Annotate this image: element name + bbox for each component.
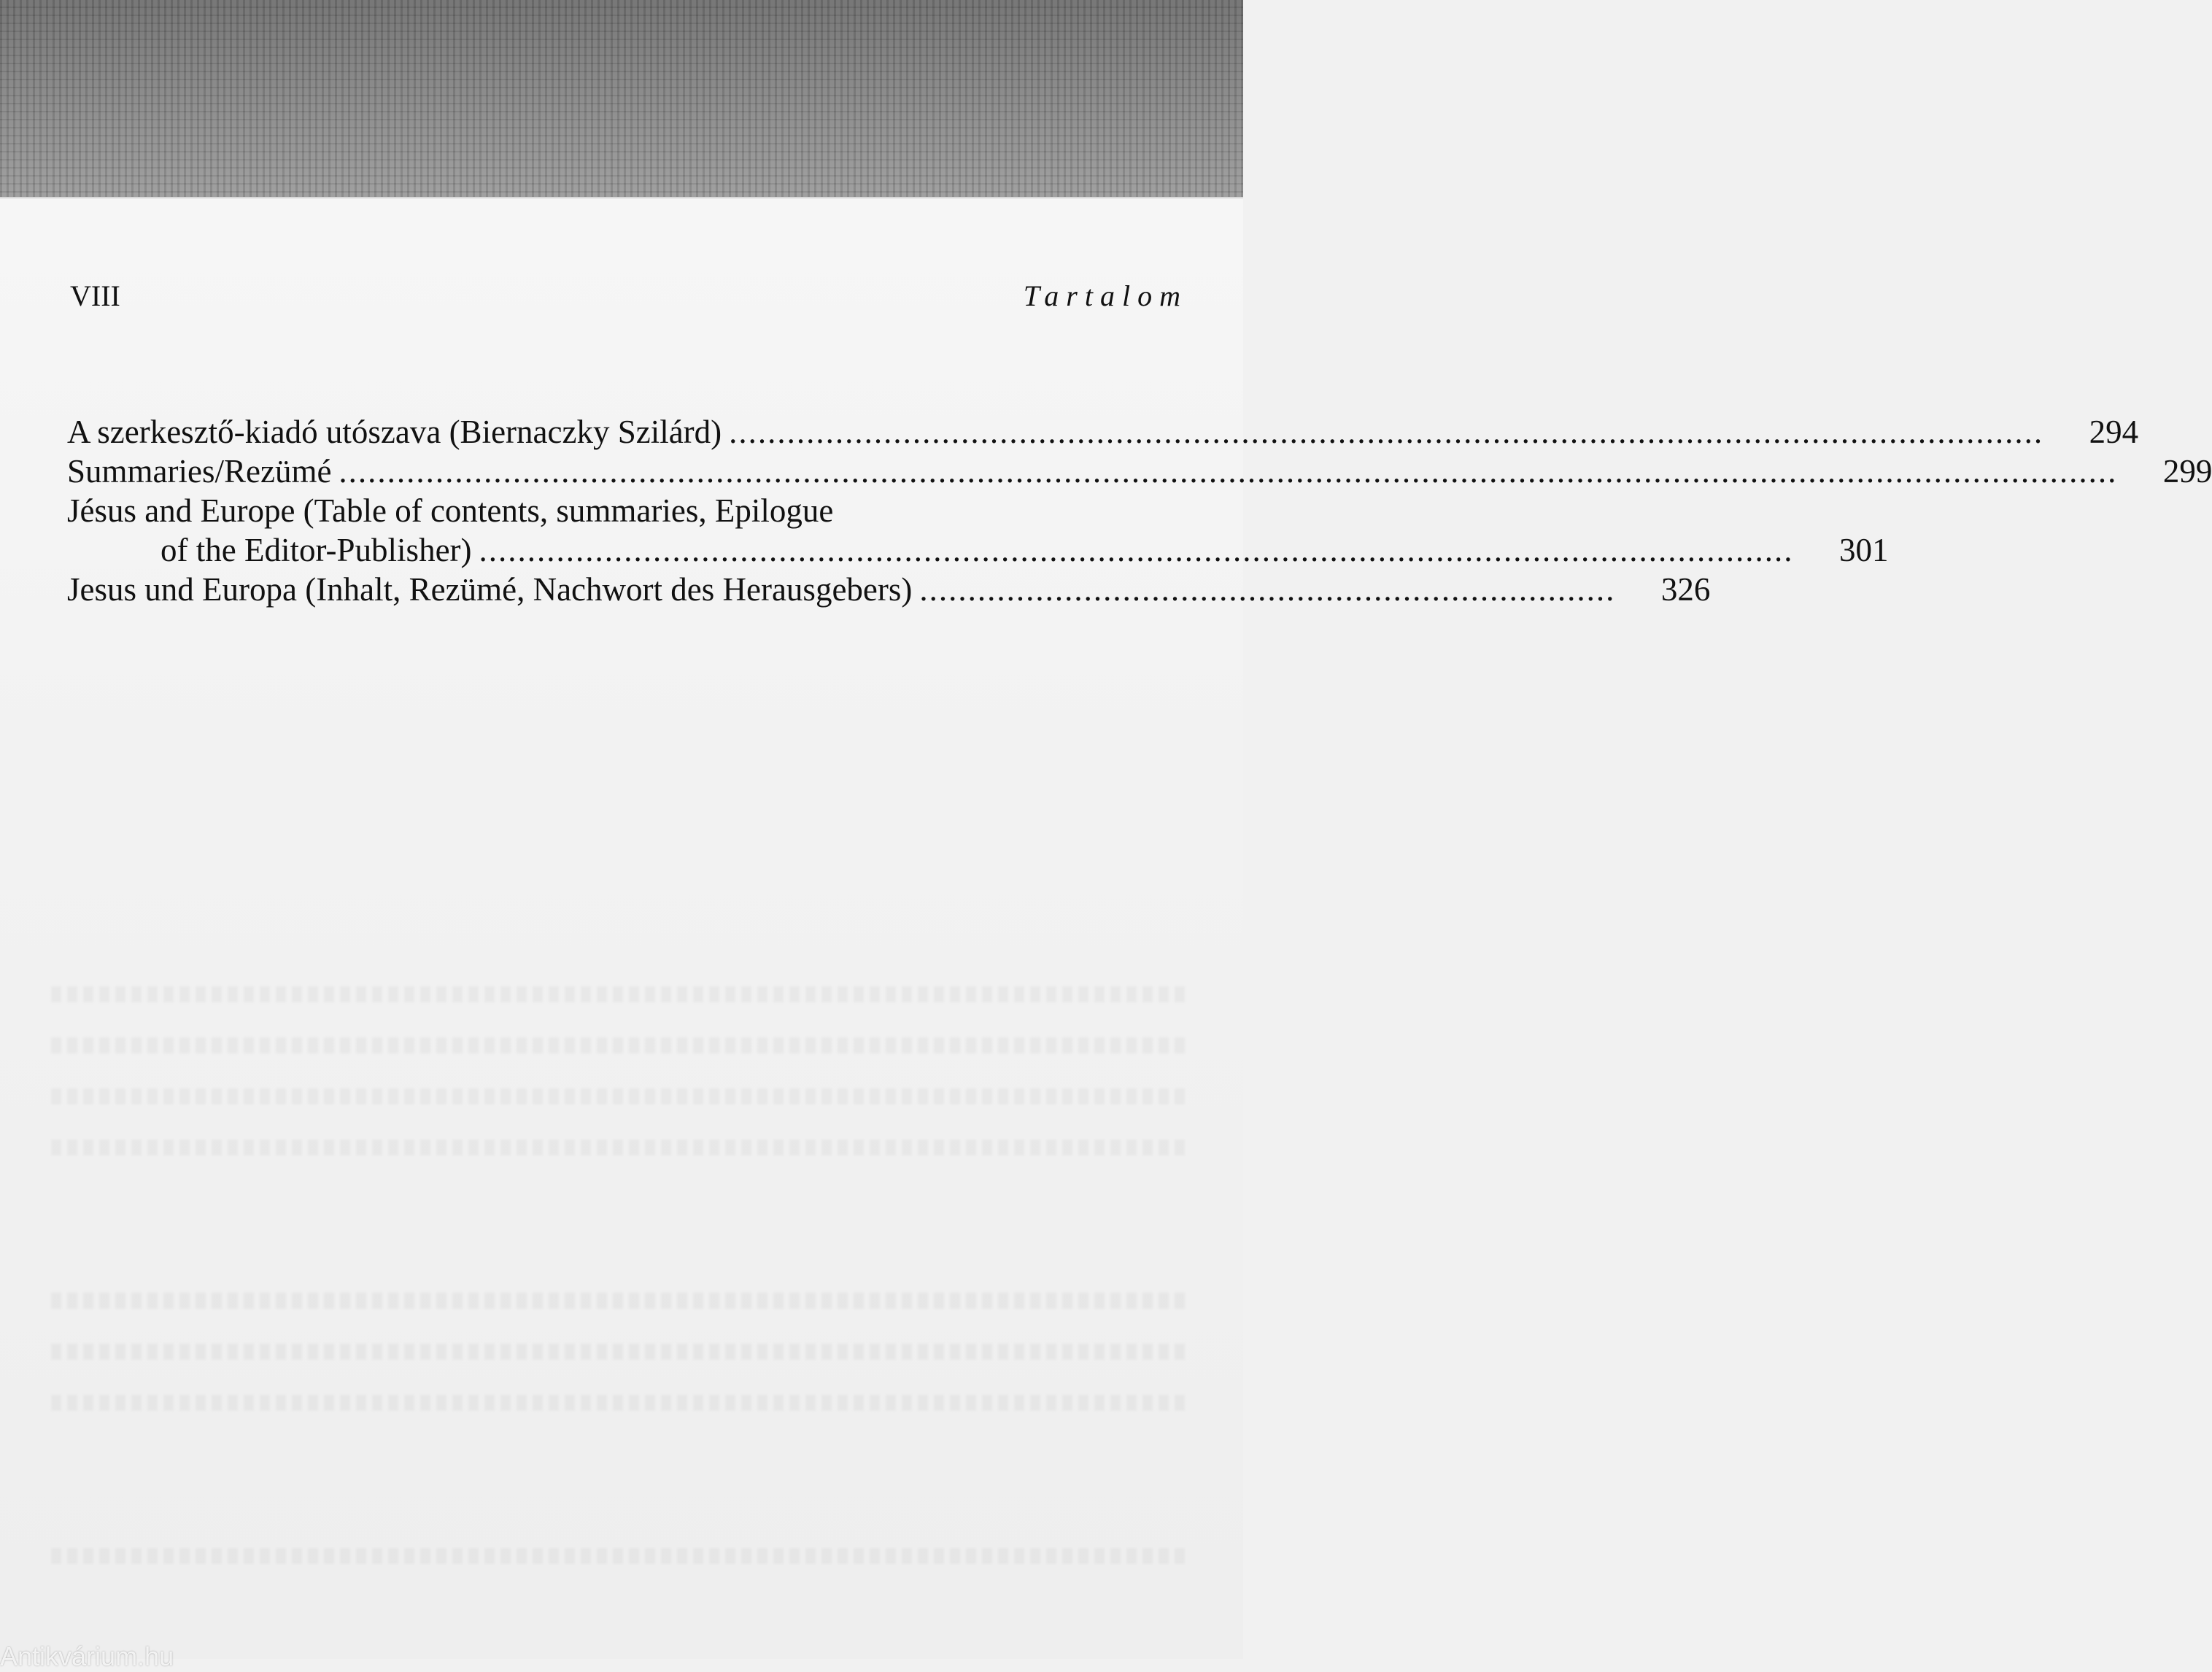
bleed-through-line xyxy=(51,1395,1189,1411)
toc-entry-page: 294 xyxy=(2089,414,2139,450)
dot-leader: ........................................................................................................................................................................................ xyxy=(339,453,2118,489)
toc-entry-title: Jésus and Europe (Table of contents, summaries, Epilogue xyxy=(67,492,834,529)
toc-entry xyxy=(67,570,1711,609)
bleed-through-line xyxy=(51,1088,1189,1104)
bleed-through-line xyxy=(51,986,1189,1002)
toc-entry-page: 299 xyxy=(2162,453,2212,489)
toc-entry-page: 326 xyxy=(1660,571,1711,608)
toc-entry xyxy=(67,491,1889,570)
toc-entry-title: A szerkesztő-kiadó utószava (Biernaczky Szilárd) xyxy=(67,414,722,450)
toc-entry-page: 301 xyxy=(1839,532,1889,568)
section-title: Tartalom xyxy=(1023,279,1188,312)
book-page xyxy=(0,197,2212,1671)
toc-entry-continuation xyxy=(67,530,1889,570)
dot-leader: ........................................................................ xyxy=(919,571,1616,608)
page-number: VIII xyxy=(70,279,120,312)
bleed-through-line xyxy=(51,1139,1189,1156)
dot-leader: ........................................................................................................................................ xyxy=(729,414,2044,450)
toc-entry xyxy=(67,452,2212,491)
bleed-through-line xyxy=(51,1344,1189,1360)
toc-entry-title-continued: of the Editor-Publisher) xyxy=(161,532,472,568)
bleed-through-line xyxy=(51,1548,1189,1564)
dot-leader: ........................................................................................................................................ xyxy=(479,532,1794,568)
table-of-contents xyxy=(67,412,2212,609)
toc-entry xyxy=(67,412,2139,452)
toc-entry-title: Jesus und Europa (Inhalt, Rezümé, Nachwort des Herausgebers) xyxy=(67,571,913,608)
bleed-through-line xyxy=(51,1037,1189,1053)
toc-entry-title: Summaries/Rezümé xyxy=(67,453,332,489)
background-surface xyxy=(0,0,1243,201)
bleed-through-line xyxy=(51,1293,1189,1309)
running-head xyxy=(70,279,1188,315)
watermark: Antikvárium.hu xyxy=(0,1641,174,1671)
